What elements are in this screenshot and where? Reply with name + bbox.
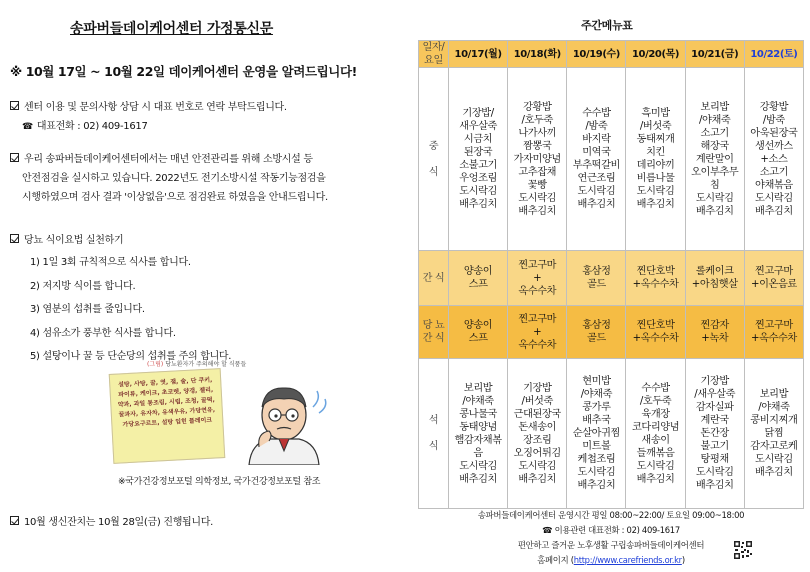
menu-cell: 현미밥 /야채죽 콩가루 배추국 순살아귀찜 미트볼 케첩조림 도시락김 배추김치 [567, 359, 626, 509]
row-label: 중 식 [419, 68, 449, 251]
day-header: 10/21(금) [685, 41, 744, 68]
menu-cell: 기장밥/ 새우살죽 시금치 된장국 소불고기 우엉조림 도시락김 배추김치 [449, 68, 508, 251]
list-item: 1) 1일 3회 규칙적으로 식사를 합니다. [30, 257, 191, 268]
page-title: 송파버들데이케어센터 가정통신문 [70, 21, 273, 37]
contact-notice: 센터 이용 및 문의사항 상담 시 대표 번호로 연락 부탁드립니다. ☎ 대표전화 : 02) 409-1617 [10, 98, 287, 137]
list-item: 2) 저지방 식이를 합니다. [30, 280, 136, 292]
homepage-line: 홈페이지 (http://www.carefriends.or.kr) [537, 555, 685, 565]
day-header: 10/18(화) [508, 41, 567, 68]
checkbox-icon [10, 516, 19, 525]
safety-notice: 우리 송파버들데이케어센터에서는 매년 안전관리를 위해 소방시설 등 안전점검을 실시하고 있습니다. 2022년도 전기소방시설 작동기능점검을 시행하였으며 검사 결과 '이상없음'으로 점검완료 하였음을 안내드립니다. [10, 150, 328, 207]
thinking-man-illustration [229, 377, 334, 465]
footer-phone: ☎ 이용관련 대표전화 : 02) 409-1617 [542, 525, 680, 535]
menu-cell: 흑미밥 /버섯죽 동태찌개 치킨 데리야끼 비름나물 도시락김 배추김치 [626, 68, 685, 251]
source-note: ※국가건강정보포털 의학정보, 국가건강정보포털 참조 [118, 477, 321, 487]
list-item: 5) 설탕이나 꿀 등 단순당의 섭취를 주의 합니다. [30, 351, 232, 362]
menu-cell: 롤케이크 +아침햇살 [685, 251, 744, 306]
homepage-link[interactable]: http://www.carefriends.or.kr [573, 555, 682, 565]
menu-cell: 수수밥 /호두죽 육개장 코다리양념 새송이 들깨볶음 도시락김 배추김치 [626, 359, 685, 509]
weekly-menu-column [418, 0, 810, 572]
menu-cell: 찐고구마 + 옥수수차 [508, 251, 567, 306]
weekly-menu-table [418, 40, 804, 509]
menu-cell: 찐단호박 +옥수수차 [626, 306, 685, 359]
sticky-note [109, 368, 226, 464]
menu-cell: 기장밥 /버섯죽 근대된장국 돈새송이 장조림 오징어튀김 도시락김 배추김치 [508, 359, 567, 509]
day-header: 10/20(목) [626, 41, 685, 68]
operation-headline: ※ 10월 17일 ~ 10월 22일 데이케어센터 운영을 알려드립니다! [10, 64, 357, 79]
diet-heading: 당뇨 식이요법 실천하기 [10, 231, 123, 250]
day-header-saturday: 10/22(토) [744, 41, 803, 68]
note-text: 설탕, 사탕, 꿀, 엿, 잼, 술, 단 쿠키, 파이류, 케이크, 초코렛, 양갱, 젤리, 약과, 과일 통조림, 시럽, 조청, 꿀떡, 꿀과자, 유자차, 유색우유, 가당연유, 가당요구르트, 설탕 입힌 플레이크 [117, 376, 216, 429]
menu-cell: 보리밥 /야채죽 소고기 해장국 계란말이 오이부추무침 도시락김 배추김치 [685, 68, 744, 251]
list-item: 3) 염분의 섭취를 줄입니다. [30, 304, 145, 315]
checkbox-icon [10, 234, 19, 243]
list-item: 4) 섬유소가 풍부한 식사를 합니다. [30, 327, 176, 339]
menu-cell: 기장밥 /새우살죽 감자실파 계란국 돈간장 불고기 탕평채 도시락김 배추김치 [685, 359, 744, 509]
diet-list [30, 251, 231, 369]
menu-cell: 보리밥 /야채죽 콩나물국 동태양념 햄감자채볶음 도시락김 배추김치 [449, 359, 508, 509]
diabetes-food-illustration [107, 357, 347, 465]
menu-cell: 강황밥 /호두죽 나가사끼 짬뽕국 가자미양념 고추잡채 꽃빵 도시락김 배추김치 [508, 68, 567, 251]
table-header-row [419, 41, 804, 68]
operating-hours: 송파버들데이케어센터 운영시간 평일 08:00~22:00/ 토요일 09:00~18:00 [477, 510, 745, 520]
qr-code-icon[interactable] [734, 541, 752, 559]
menu-cell: 찐단호박 +옥수수차 [626, 251, 685, 306]
menu-title: 주간메뉴표 [581, 19, 633, 32]
row-label: 간 식 [419, 251, 449, 306]
contact-phone: 대표전화 : 02) 409-1617 [36, 121, 148, 132]
menu-cell: 찐고구마 + 옥수수차 [508, 306, 567, 359]
menu-cell: 찐감자 +녹차 [685, 306, 744, 359]
table-row-dinner [419, 359, 804, 509]
birthday-notice: 10월 생신잔치는 10월 28일(금) 진행됩니다. [10, 513, 213, 528]
menu-cell: 찐고구마 +이온음료 [744, 251, 803, 306]
menu-cell: 홍삼정 골드 [567, 251, 626, 306]
corner-header: 일자/ 요일 [419, 41, 449, 68]
phone-icon: ☎ [22, 122, 33, 132]
menu-cell: 강황밥 /밤죽 아욱된장국 생선까스 +소스 소고기 야채볶음 도시락김 배추김치 [744, 68, 803, 251]
day-header: 10/17(월) [449, 41, 508, 68]
checkbox-icon [10, 153, 19, 162]
menu-cell: 양송이 스프 [449, 306, 508, 359]
table-row-snack [419, 251, 804, 306]
footer-slogan: 편안하고 즐거운 노후생활 구립송파버들데이케어센터 [517, 540, 705, 550]
table-row-diabetic-snack [419, 306, 804, 359]
menu-cell: 보리밥 /야채죽 콩비지찌개 닭찜 감자고로케 도시락김 배추김치 [744, 359, 803, 509]
table-row-lunch [419, 68, 804, 251]
menu-cell: 양송이 스프 [449, 251, 508, 306]
checkbox-icon [10, 101, 19, 110]
center-footer [418, 508, 804, 568]
row-label: 석 식 [419, 359, 449, 509]
row-label: 당 뇨 간 식 [419, 306, 449, 359]
menu-cell: 수수밥 /밤죽 바지락 미역국 부추떡갈비 연근조림 도시락김 배추김치 [567, 68, 626, 251]
menu-cell: 홍삼정 골드 [567, 306, 626, 359]
illustration-caption: (그림) 당뇨환자가 주의해야 할 식품들 [147, 361, 247, 368]
menu-cell: 찐고구마 +옥수수차 [744, 306, 803, 359]
day-header: 10/19(수) [567, 41, 626, 68]
